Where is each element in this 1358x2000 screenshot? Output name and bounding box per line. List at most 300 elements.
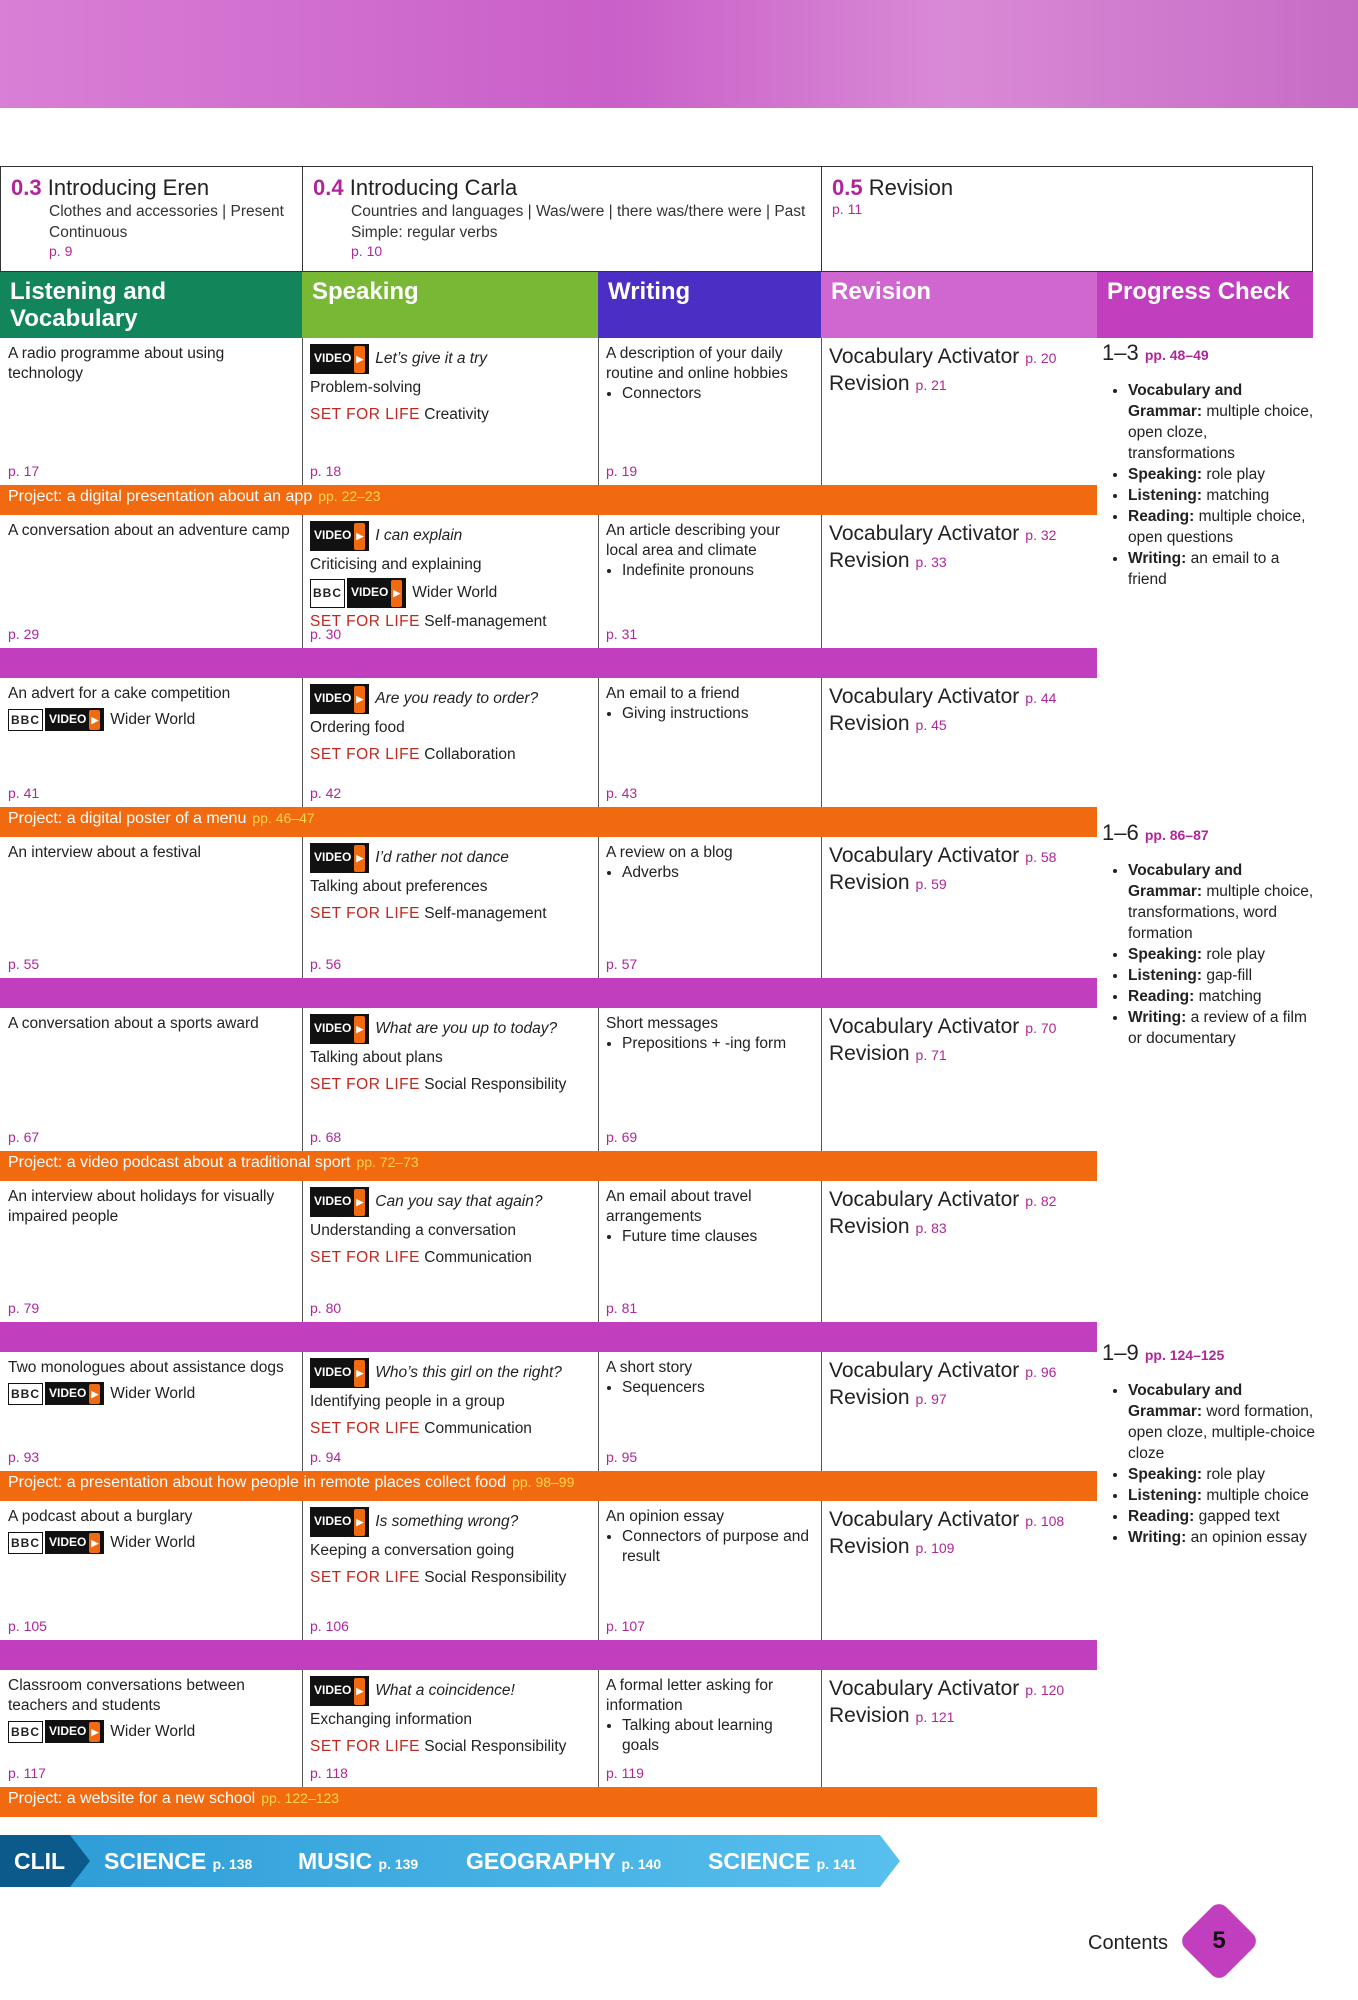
skill-name: Speaking: <box>1128 466 1203 483</box>
listening-page: p. 17 <box>8 463 40 479</box>
progress-check-units: 1–6 <box>1102 820 1139 845</box>
video-badge: VIDEO ▶ <box>45 1720 104 1743</box>
intro-page: p. 9 <box>49 243 73 259</box>
set-for-life-label: SET FOR LIFE <box>310 1076 420 1093</box>
video-badge: VIDEO ▶ <box>310 684 369 714</box>
set-for-life-line <box>310 900 590 927</box>
video-badge: VIDEO ▶ <box>310 1014 369 1044</box>
listening-page: p. 67 <box>8 1129 40 1145</box>
revision-line <box>829 548 1089 575</box>
revision-page: p. 109 <box>915 1540 955 1556</box>
speaking-page: p. 94 <box>310 1449 342 1465</box>
vocabulary-activator-line <box>829 344 1089 371</box>
intro-box-0-5 <box>821 166 1313 272</box>
revision-line <box>829 371 1089 398</box>
skill-name: Speaking: <box>1128 1466 1203 1483</box>
skill-name: Vocabulary and Grammar: <box>1128 1382 1243 1420</box>
speaking-cell <box>302 1354 598 1446</box>
vocabulary-activator-line <box>829 1358 1089 1385</box>
skill-name: Writing: <box>1128 550 1187 567</box>
writing-focus-item: • Sequencers <box>622 1378 813 1398</box>
clil-label: CLIL <box>14 1848 66 1874</box>
revision-page: p. 59 <box>915 876 947 892</box>
progress-check-item <box>1128 944 1317 965</box>
vocabulary-activator-page: p. 20 <box>1025 350 1057 366</box>
intro-number: 0.5 <box>832 175 863 200</box>
clil-link-science[interactable]: SCIENCE p. 138 <box>104 1848 253 1874</box>
header-banner <box>0 0 1358 108</box>
listening-page: p. 93 <box>8 1449 40 1465</box>
progress-check-item <box>1128 464 1317 485</box>
intro-box-0-3 <box>0 166 303 272</box>
project-band <box>0 1787 1097 1817</box>
video-badge: VIDEO ▶ <box>310 1358 369 1388</box>
vocabulary-activator-label: Vocabulary Activator <box>829 1508 1020 1531</box>
revision-line <box>829 1041 1089 1068</box>
writing-page: p. 31 <box>606 626 638 642</box>
skill-name: Reading: <box>1128 508 1195 525</box>
writing-task: A formal letter asking for information <box>606 1677 774 1714</box>
listening-topic: An advert for a cake competition <box>8 685 231 702</box>
set-for-life-skill: Creativity <box>424 406 489 423</box>
revision-label: Revision <box>829 712 910 735</box>
revision-label: Revision <box>829 1704 910 1727</box>
listening-topic: Classroom conversations between teachers and students <box>8 1677 245 1714</box>
listening-cell <box>0 1672 302 1747</box>
vocabulary-activator-line <box>829 1676 1089 1703</box>
bbc-video-line <box>8 1382 294 1405</box>
progress-check-units: 1–3 <box>1102 340 1139 365</box>
speaking-cell <box>302 839 598 931</box>
set-for-life-line <box>310 1415 590 1442</box>
writing-page: p. 69 <box>606 1129 638 1145</box>
header-progress-check: Progress Check <box>1097 272 1313 338</box>
revision-label: Revision <box>829 1535 910 1558</box>
speaking-skill: Identifying people in a group <box>310 1393 505 1410</box>
video-badge: VIDEO ▶ <box>310 843 369 873</box>
set-for-life-label: SET FOR LIFE <box>310 1738 420 1755</box>
progress-check-item <box>1128 548 1317 590</box>
progress-check-item <box>1128 1380 1317 1464</box>
set-for-life-line <box>310 608 590 635</box>
video-line <box>310 684 590 714</box>
writing-focus-item: • Future time clauses <box>622 1227 813 1247</box>
progress-check-units: 1–9 <box>1102 1340 1139 1365</box>
speaking-cell <box>302 680 598 772</box>
revision-cell <box>821 680 1097 742</box>
writing-task: A description of your daily routine and online hobbies <box>606 345 788 382</box>
progress-check-item <box>1128 1464 1317 1485</box>
skill-task: word formation, open cloze, multiple-choice cloze <box>1128 1403 1315 1462</box>
speaking-page: p. 68 <box>310 1129 342 1145</box>
video-line <box>310 1187 590 1217</box>
bbc-video-line <box>8 1720 294 1743</box>
writing-cell <box>598 839 821 887</box>
vocabulary-activator-label: Vocabulary Activator <box>829 685 1020 708</box>
revision-page: p. 45 <box>915 717 947 733</box>
revision-page: p. 83 <box>915 1220 947 1236</box>
writing-page: p. 81 <box>606 1300 638 1316</box>
writing-cell <box>598 1183 821 1251</box>
writing-focus-item: • Prepositions + -ing form <box>622 1034 813 1054</box>
revision-cell <box>821 1503 1097 1565</box>
listening-cell <box>0 517 302 545</box>
bbc-video-line <box>8 708 294 731</box>
skill-name: Listening: <box>1128 1487 1203 1504</box>
revision-page: p. 121 <box>915 1709 955 1725</box>
intro-title: Introducing Eren <box>47 175 210 200</box>
vocabulary-activator-page: p. 32 <box>1025 527 1057 543</box>
header-listening: Listening and Vocabulary <box>0 272 302 338</box>
listening-topic: A radio programme about using technology <box>8 345 225 382</box>
vocabulary-activator-page: p. 70 <box>1025 1020 1057 1036</box>
revision-page: p. 71 <box>915 1047 947 1063</box>
progress-check-panel <box>1102 340 1317 590</box>
revision-cell <box>821 517 1097 579</box>
set-for-life-skill: Communication <box>424 1420 532 1437</box>
set-for-life-skill: Communication <box>424 1249 532 1266</box>
set-for-life-label: SET FOR LIFE <box>310 406 420 423</box>
revision-page: p. 21 <box>915 377 947 393</box>
skill-task: role play <box>1202 946 1265 963</box>
speaking-page: p. 56 <box>310 956 342 972</box>
writing-focus-item: • Giving instructions <box>622 704 813 724</box>
listening-topic: A conversation about an adventure camp <box>8 522 290 539</box>
header-revision: Revision <box>821 272 1097 338</box>
unit-divider <box>0 978 1097 1008</box>
set-for-life-label: SET FOR LIFE <box>310 1569 420 1586</box>
revision-label: Revision <box>829 372 910 395</box>
wider-world-label: Wider World <box>412 584 498 601</box>
progress-check-title <box>1102 820 1317 846</box>
revision-label: Revision <box>829 1042 910 1065</box>
video-line <box>310 843 590 873</box>
video-badge: VIDEO ▶ <box>45 708 104 731</box>
speaking-skill: Exchanging information <box>310 1711 472 1728</box>
revision-line <box>829 1385 1089 1412</box>
listening-topic: An interview about a festival <box>8 844 201 861</box>
speaking-skill: Keeping a conversation going <box>310 1542 515 1559</box>
writing-task: An email to a friend <box>606 685 740 702</box>
writing-focus-list <box>606 1378 813 1398</box>
intro-box-0-4 <box>302 166 822 272</box>
writing-page: p. 95 <box>606 1449 638 1465</box>
writing-cell <box>598 1503 821 1571</box>
revision-line <box>829 711 1089 738</box>
speaking-skill: Criticising and explaining <box>310 556 482 573</box>
bbc-logo: BBC <box>8 1721 43 1743</box>
writing-page: p. 43 <box>606 785 638 801</box>
revision-cell <box>821 839 1097 901</box>
vocabulary-activator-line <box>829 843 1089 870</box>
vocabulary-activator-page: p. 96 <box>1025 1364 1057 1380</box>
project-band <box>0 485 1097 515</box>
progress-check-item <box>1128 1527 1317 1548</box>
listening-topic: Two monologues about assistance dogs <box>8 1359 284 1376</box>
vocabulary-activator-line <box>829 684 1089 711</box>
revision-page: p. 97 <box>915 1391 947 1407</box>
intro-number: 0.3 <box>11 175 42 200</box>
skill-task: role play <box>1202 466 1265 483</box>
wider-world-label: Wider World <box>110 1534 196 1551</box>
revision-cell <box>821 1183 1097 1245</box>
speaking-page: p. 80 <box>310 1300 342 1316</box>
progress-check-item <box>1128 485 1317 506</box>
vocabulary-activator-page: p. 44 <box>1025 690 1057 706</box>
progress-check-pages: pp. 86–87 <box>1144 827 1209 843</box>
set-for-life-skill: Self-management <box>424 905 547 922</box>
vocabulary-activator-label: Vocabulary Activator <box>829 1677 1020 1700</box>
wider-world-label: Wider World <box>110 1723 196 1740</box>
writing-cell <box>598 517 821 585</box>
clil-link-geography[interactable]: GEOGRAPHY p. 140 <box>466 1848 662 1874</box>
listening-topic: An interview about holidays for visually impaired people <box>8 1188 275 1225</box>
project-band <box>0 1151 1097 1181</box>
set-for-life-line <box>310 401 590 428</box>
video-line <box>310 521 590 551</box>
listening-cell <box>0 1010 302 1038</box>
project-label: Project: a video podcast about a traditional sport <box>8 1154 351 1171</box>
bbc-video-line <box>310 578 590 608</box>
writing-task: An email about travel arrangements <box>606 1188 752 1225</box>
writing-focus-item: • Talking about learning goals <box>622 1716 813 1756</box>
skill-task: an email to a friend <box>1128 550 1280 588</box>
project-pages: pp. 46–47 <box>252 810 315 826</box>
skill-task: multiple choice, open cloze, transformations <box>1128 403 1314 462</box>
progress-check-item <box>1128 1485 1317 1506</box>
listening-cell <box>0 680 302 735</box>
vocabulary-activator-line <box>829 521 1089 548</box>
writing-cell <box>598 340 821 408</box>
listening-cell <box>0 340 302 388</box>
skill-name: Reading: <box>1128 988 1195 1005</box>
skill-name: Writing: <box>1128 1009 1187 1026</box>
set-for-life-skill: Self-management <box>424 613 547 630</box>
skill-name: Listening: <box>1128 487 1203 504</box>
skill-name: Reading: <box>1128 1508 1195 1525</box>
video-badge: VIDEO ▶ <box>45 1382 104 1405</box>
bbc-logo: BBC <box>310 579 345 608</box>
speaking-page: p. 118 <box>310 1765 348 1781</box>
speaking-cell <box>302 1183 598 1275</box>
writing-cell <box>598 1672 821 1760</box>
skill-task: matching <box>1194 988 1262 1005</box>
listening-page: p. 55 <box>8 956 40 972</box>
writing-page: p. 57 <box>606 956 638 972</box>
set-for-life-label: SET FOR LIFE <box>310 1420 420 1437</box>
writing-focus-list <box>606 704 813 724</box>
video-badge: VIDEO ▶ <box>310 344 369 374</box>
listening-topic: A conversation about a sports award <box>8 1015 259 1032</box>
writing-task: An article describing your local area and climate <box>606 522 781 559</box>
progress-check-item <box>1128 965 1317 986</box>
progress-check-item <box>1128 506 1317 548</box>
video-title: Can you say that again? <box>375 1193 543 1210</box>
writing-focus-item: • Indefinite pronouns <box>622 561 813 581</box>
project-label: Project: a website for a new school <box>8 1790 256 1807</box>
revision-line <box>829 870 1089 897</box>
video-badge: VIDEO ▶ <box>45 1531 104 1554</box>
video-title: What a coincidence! <box>375 1682 515 1699</box>
listening-page: p. 79 <box>8 1300 40 1316</box>
vocabulary-activator-label: Vocabulary Activator <box>829 1188 1020 1211</box>
speaking-skill: Talking about plans <box>310 1049 443 1066</box>
listening-page: p. 117 <box>8 1765 46 1781</box>
vocabulary-activator-page: p. 108 <box>1025 1513 1065 1529</box>
writing-task: An opinion essay <box>606 1508 725 1525</box>
revision-line <box>829 1214 1089 1241</box>
vocabulary-activator-line <box>829 1014 1089 1041</box>
video-title: I’d rather not dance <box>375 849 509 866</box>
writing-page: p. 119 <box>606 1765 644 1781</box>
writing-page: p. 19 <box>606 463 638 479</box>
vocabulary-activator-page: p. 120 <box>1025 1682 1065 1698</box>
writing-focus-item: • Adverbs <box>622 863 813 883</box>
bbc-logo: BBC <box>8 1532 43 1554</box>
set-for-life-line <box>310 1564 590 1591</box>
speaking-cell <box>302 1672 598 1764</box>
speaking-page: p. 106 <box>310 1618 349 1634</box>
clil-labels <box>0 1835 900 1887</box>
clil-link-music[interactable]: MUSIC p. 139 <box>298 1848 419 1874</box>
clil-link-science-2[interactable]: SCIENCE p. 141 <box>708 1848 857 1874</box>
project-pages: pp. 98–99 <box>512 1474 575 1490</box>
intro-title: Revision <box>868 175 954 200</box>
project-pages: pp. 72–73 <box>356 1154 419 1170</box>
footer-label: Contents <box>1088 1932 1169 1954</box>
video-title: I can explain <box>375 527 463 544</box>
video-line <box>310 1676 590 1706</box>
vocabulary-activator-page: p. 82 <box>1025 1193 1057 1209</box>
project-label: Project: a digital presentation about an app <box>8 488 313 505</box>
revision-label: Revision <box>829 1386 910 1409</box>
revision-label: Revision <box>829 871 910 894</box>
revision-label: Revision <box>829 549 910 572</box>
vocabulary-activator-label: Vocabulary Activator <box>829 1015 1020 1038</box>
speaking-skill: Problem-solving <box>310 379 422 396</box>
speaking-cell <box>302 517 598 639</box>
writing-task: A short story <box>606 1359 693 1376</box>
listening-cell <box>0 1183 302 1231</box>
listening-cell <box>0 1354 302 1409</box>
progress-check-item <box>1128 986 1317 1007</box>
skill-name: Vocabulary and Grammar: <box>1128 382 1243 420</box>
set-for-life-skill: Social Responsibility <box>424 1076 567 1093</box>
writing-focus-item: • Connectors <box>622 384 813 404</box>
skill-task: gap-fill <box>1202 967 1253 984</box>
intro-subtitle: Clothes and accessories | Present Continuous <box>49 203 284 241</box>
video-badge: VIDEO ▶ <box>310 1507 369 1537</box>
video-title: Are you ready to order? <box>375 690 539 707</box>
progress-check-pages: pp. 48–49 <box>1144 347 1209 363</box>
vocabulary-activator-label: Vocabulary Activator <box>829 522 1020 545</box>
writing-page: p. 107 <box>606 1618 645 1634</box>
revision-cell <box>821 340 1097 402</box>
intro-page: p. 11 <box>832 201 863 217</box>
skill-task: multiple choice, open questions <box>1128 508 1306 546</box>
writing-focus-list <box>606 1034 813 1054</box>
revision-cell <box>821 1010 1097 1072</box>
progress-check-title <box>1102 1340 1317 1366</box>
unit-divider <box>0 1322 1097 1352</box>
revision-line <box>829 1534 1089 1561</box>
video-badge: VIDEO ▶ <box>310 1676 369 1706</box>
progress-check-item <box>1128 1007 1317 1049</box>
speaking-cell <box>302 1503 598 1595</box>
bbc-logo: BBC <box>8 709 43 731</box>
intro-title: Introducing Carla <box>349 175 518 200</box>
writing-focus-list <box>606 863 813 883</box>
progress-check-list <box>1102 860 1317 1049</box>
set-for-life-skill: Collaboration <box>424 746 516 763</box>
revision-label: Revision <box>829 1215 910 1238</box>
skill-task: a review of a film or documentary <box>1128 1009 1307 1047</box>
unit-divider <box>0 648 1097 678</box>
skill-name: Writing: <box>1128 1529 1187 1546</box>
progress-check-item <box>1128 1506 1317 1527</box>
video-line <box>310 344 590 374</box>
project-band <box>0 1471 1097 1501</box>
skill-name: Vocabulary and Grammar: <box>1128 862 1243 900</box>
set-for-life-skill: Social Responsibility <box>424 1738 567 1755</box>
listening-cell <box>0 839 302 867</box>
project-pages: pp. 122–123 <box>261 1790 340 1806</box>
video-title: Let’s give it a try <box>375 350 487 367</box>
progress-check-item <box>1128 380 1317 464</box>
video-line <box>310 1507 590 1537</box>
writing-focus-list <box>606 1716 813 1756</box>
set-for-life-line <box>310 741 590 768</box>
listening-cell <box>0 1503 302 1558</box>
writing-focus-list <box>606 1227 813 1247</box>
progress-check-item <box>1128 860 1317 944</box>
writing-focus-list <box>606 561 813 581</box>
speaking-cell <box>302 340 598 432</box>
skill-task: gapped text <box>1194 1508 1280 1525</box>
video-line <box>310 1014 590 1044</box>
progress-check-panel <box>1102 820 1317 1049</box>
progress-check-list <box>1102 1380 1317 1548</box>
progress-check-list <box>1102 380 1317 590</box>
speaking-page: p. 42 <box>310 785 342 801</box>
set-for-life-label: SET FOR LIFE <box>310 905 420 922</box>
speaking-skill: Talking about preferences <box>310 878 488 895</box>
writing-task: Short messages <box>606 1015 718 1032</box>
revision-cell <box>821 1672 1097 1734</box>
project-label: Project: a digital poster of a menu <box>8 810 247 827</box>
vocabulary-activator-label: Vocabulary Activator <box>829 1359 1020 1382</box>
speaking-cell <box>302 1010 598 1102</box>
writing-focus-list <box>606 384 813 404</box>
writing-focus-item: • Connectors of purpose and result <box>622 1527 813 1567</box>
skill-task: multiple choice <box>1202 1487 1309 1504</box>
set-for-life-line <box>310 1733 590 1760</box>
intro-page: p. 10 <box>351 243 383 259</box>
progress-check-title <box>1102 340 1317 366</box>
set-for-life-line <box>310 1244 590 1271</box>
writing-task: A review on a blog <box>606 844 733 861</box>
skill-task: role play <box>1202 1466 1265 1483</box>
video-badge: VIDEO ▶ <box>310 521 369 551</box>
set-for-life-label: SET FOR LIFE <box>310 746 420 763</box>
set-for-life-label: SET FOR LIFE <box>310 613 420 630</box>
speaking-page: p. 30 <box>310 626 342 642</box>
revision-line <box>829 1703 1089 1730</box>
skill-name: Speaking: <box>1128 946 1203 963</box>
skill-task: an opinion essay <box>1186 1529 1307 1546</box>
writing-focus-list <box>606 1527 813 1567</box>
vocabulary-activator-line <box>829 1187 1089 1214</box>
